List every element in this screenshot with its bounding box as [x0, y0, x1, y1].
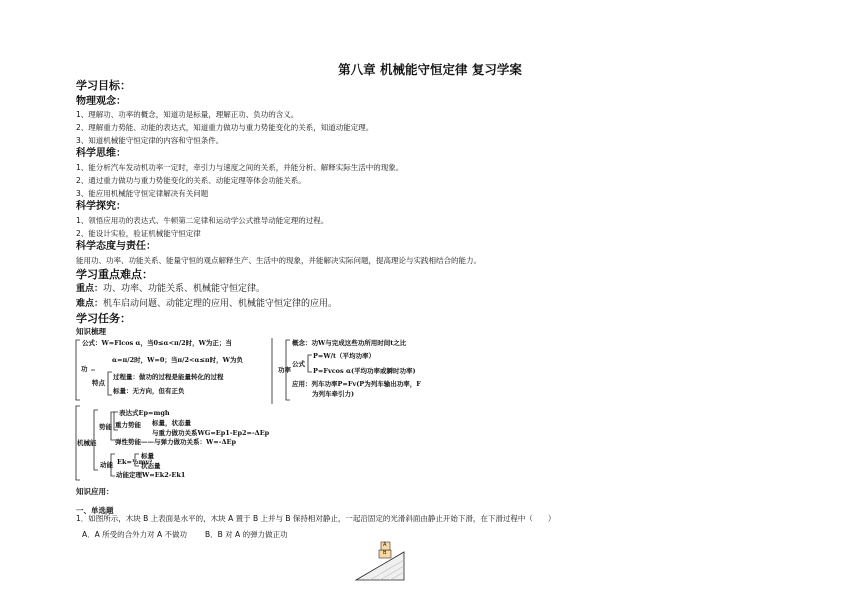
- energy-gravity-pe: 重力势能: [115, 421, 141, 429]
- scientific-thinking-heading: 科学思维：: [76, 148, 126, 159]
- energy-ke-scalar: 标量: [141, 452, 154, 460]
- energy-kinetic: 动能: [100, 461, 113, 469]
- block-a-label: A: [383, 542, 387, 548]
- energy-elastic-pe: 弹性势能——与弹力做功关系：W=-ΔEp: [115, 438, 236, 446]
- option-b: B．B 对 A 的弹力做正功: [205, 530, 288, 539]
- energy-ke-expression: Ek=½mv²: [117, 458, 153, 466]
- goals-heading: 学习目标：: [76, 79, 131, 92]
- power-application: 应用：列车功率P=Fv(P为列车输出功率，F: [292, 380, 421, 388]
- knowledge-application-label: 知识应用：: [76, 487, 114, 496]
- work-features-label: 特点: [92, 379, 105, 387]
- block-b-label: B: [383, 550, 387, 556]
- attitude-heading: 科学态度与责任：: [76, 241, 156, 252]
- power-application-2: 为列车牵引力): [312, 390, 355, 398]
- option-a: A．A 所受的合外力对 A 不做功: [82, 530, 188, 539]
- work-scalar: 标量：无方向，但有正负: [113, 387, 185, 395]
- thinking-item-3: 3、能应用机械能守恒定律解决有关问题: [76, 189, 209, 198]
- knowledge-outline-label: 知识梳理: [76, 327, 106, 336]
- work-formula-2: α=π/2时，W=0；当π/2<α≤π时，W为负: [112, 356, 243, 364]
- difficulty-text: 机车启动问题、动能定理的应用、机械能守恒定律的应用。: [103, 299, 338, 309]
- work-formula-line: [82, 340, 232, 347]
- power-concept: 概念：功W与完成这些功所用时间t之比: [292, 339, 407, 347]
- key-text: 功、功率、功能关系、机械能守恒定律。: [103, 284, 266, 294]
- question-1: 1．如图所示，木块 B 上表面是水平的，木块 A 置于 B 上并与 B 保持相对静止，一起沿固定的光滑斜面由静止开始下滑，在下滑过程中（ ）: [76, 514, 556, 523]
- work-formula-label: 公式：: [82, 339, 102, 347]
- energy-gpe-scalar: 标量，状态量: [152, 419, 191, 427]
- incline-diagram: [356, 542, 404, 580]
- tasks-heading: 学习任务：: [76, 312, 131, 325]
- energy-ke-state: 状态量: [141, 462, 161, 470]
- key-label: 重点：: [76, 284, 104, 294]
- physics-concepts-heading: 物理观念：: [76, 96, 126, 107]
- energy-theorem: 动能定理W=Ek2-Ek1: [116, 471, 186, 479]
- thinking-item-2: 2、通过重力做功与重力势能变化的关系、动能定理等体会功能关系。: [76, 176, 306, 185]
- key-points-heading: 学习重点难点：: [76, 268, 153, 281]
- power-center: 功率: [278, 366, 291, 374]
- concept-item-2: 2、理解重力势能、动能的表达式，知道重力做功与重力势能变化的关系，知道动能定理。: [76, 123, 374, 132]
- work-process: 过程量：做功的过程是能量转化的过程: [113, 373, 224, 381]
- power-instant: P=Fvcos α(平均功率或瞬时功率): [313, 367, 416, 375]
- section-single-choice: 一、单选题: [76, 506, 114, 515]
- energy-gpe-relation: 与重力做功关系WG=Ep1-Ep2=-ΔEp: [152, 429, 270, 437]
- work-formula: W=Flcos α，当0≤α<π/2时，W为正；当: [101, 339, 232, 347]
- attitude-text: 能用功、功率、功能关系、能量守恒的观点解释生产、生活中的现象，并能解决实际问题，提高理论与实践相结合的能力。: [76, 256, 481, 265]
- energy-gpe-expression: 表达式Ep=mgh: [119, 409, 170, 417]
- scientific-inquiry-heading: 科学探究：: [76, 201, 126, 212]
- inquiry-item-1: 1、领悟应用功的表达式、牛顿第二定律和运动学公式推导动能定理的过程。: [76, 216, 329, 225]
- work-center: 功: [81, 365, 88, 373]
- page-title: 第八章 机械能守恒定律 复习学案: [338, 62, 522, 77]
- inquiry-item-2: 2、能设计实验，验证机械能守恒定律: [76, 229, 201, 238]
- power-formula-label: 公式: [292, 360, 305, 368]
- energy-potential: 势能: [99, 423, 112, 431]
- power-average: P=W/t（平均功率）: [313, 352, 376, 360]
- difficulty-label: 难点：: [76, 299, 104, 309]
- thinking-item-1: 1、能分析汽车发动机功率一定时，牵引力与速度之间的关系，并能分析、解释实际生活中的现象。: [76, 163, 404, 172]
- concept-item-3: 3、知道机械能守恒定律的内容和守恒条件。: [76, 136, 224, 145]
- concept-item-1: 1、理解功、功率的概念，知道功是标量，理解正功、负功的含义。: [76, 110, 299, 119]
- energy-center: 机械能: [77, 439, 97, 447]
